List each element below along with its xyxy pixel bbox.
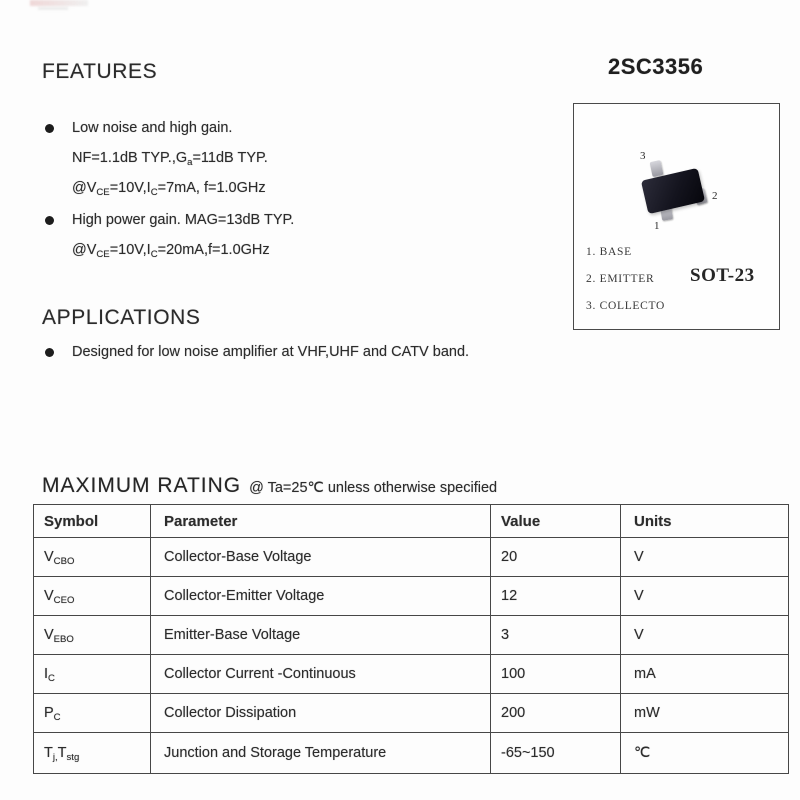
value-cell: 20 bbox=[491, 538, 621, 577]
bullet-icon bbox=[45, 124, 54, 133]
feature-text: Low noise and high gain. bbox=[72, 120, 233, 136]
bullet-icon bbox=[45, 348, 54, 357]
applications-heading: APPLICATIONS bbox=[42, 306, 201, 329]
feature-bullet-1 bbox=[45, 120, 232, 136]
parameter-cell: Collector-Base Voltage bbox=[151, 538, 491, 577]
feature-text: High power gain. MAG=13dB TYP. bbox=[72, 212, 295, 228]
parameter-cell: Collector-Emitter Voltage bbox=[151, 577, 491, 616]
table-header-row bbox=[34, 505, 789, 538]
symbol-cell: $V_{CEO}$ bbox=[34, 577, 151, 616]
units-cell: V bbox=[621, 577, 789, 616]
transistor-body-photo bbox=[641, 168, 705, 214]
maximum-rating-table bbox=[33, 504, 789, 774]
cropped-logo-smudge-2 bbox=[38, 7, 68, 10]
table-row bbox=[34, 694, 789, 733]
pin-label-base: 1. BASE bbox=[586, 246, 632, 258]
symbol-cell: $I_C$ bbox=[34, 655, 151, 694]
cropped-logo-smudge bbox=[30, 0, 88, 6]
units-cell: mW bbox=[621, 694, 789, 733]
pin-marker-2: 2 bbox=[712, 190, 718, 202]
table-row bbox=[34, 655, 789, 694]
parameter-cell: Collector Current -Continuous bbox=[151, 655, 491, 694]
header-parameter: Parameter bbox=[151, 505, 491, 538]
header-value: Value bbox=[491, 505, 621, 538]
pin-marker-1: 1 bbox=[654, 220, 660, 232]
features-heading: FEATURES bbox=[42, 60, 158, 83]
value-cell: 200 bbox=[491, 694, 621, 733]
symbol-cell: $V_{CBO}$ bbox=[34, 538, 151, 577]
pin-name-list bbox=[586, 246, 665, 327]
units-cell: ℃ bbox=[621, 733, 789, 774]
package-diagram-box bbox=[573, 103, 780, 330]
symbol-cell: $P_C$ bbox=[34, 694, 151, 733]
parameter-cell: Collector Dissipation bbox=[151, 694, 491, 733]
value-cell: 12 bbox=[491, 577, 621, 616]
feature-bullet-2 bbox=[45, 212, 294, 228]
header-units: Units bbox=[621, 505, 789, 538]
maximum-rating-title: MAXIMUM RATING bbox=[42, 474, 242, 497]
parameter-cell: Emitter-Base Voltage bbox=[151, 616, 491, 655]
maximum-rating-heading bbox=[42, 474, 497, 498]
part-number-title: 2SC3356 bbox=[608, 54, 704, 79]
units-cell: V bbox=[621, 538, 789, 577]
units-cell: V bbox=[621, 616, 789, 655]
table-row bbox=[34, 733, 789, 774]
value-cell: -65~150 bbox=[491, 733, 621, 774]
feature-spec-line: NF=1.1dB $TYP.,G_a=11dB$ TYP. bbox=[72, 150, 268, 168]
pin-label-collector: 3. COLLECTO bbox=[586, 300, 666, 312]
symbol-cell: $V_{EBO}$ bbox=[34, 616, 151, 655]
transistor-lead-3 bbox=[650, 160, 664, 177]
application-text: Designed for low noise amplifier at VHF,UHF and CATV band. bbox=[72, 344, 470, 360]
feature-condition-line: $@V_{CE}=10V,I_C=20mA,f=1.0GHz$ bbox=[72, 242, 270, 260]
table-row bbox=[34, 577, 789, 616]
bullet-icon bbox=[45, 216, 54, 225]
value-cell: 100 bbox=[491, 655, 621, 694]
symbol-cell: $T_{j,}T_{stg}$ bbox=[34, 733, 151, 774]
parameter-cell: Junction and Storage Temperature bbox=[151, 733, 491, 774]
header-symbol: Symbol bbox=[34, 505, 151, 538]
feature-condition-line: $@V_{CE}=10V,I_C=7mA$, f=1.0GHz bbox=[72, 180, 266, 198]
units-cell: mA bbox=[621, 655, 789, 694]
pin-label-emitter: 2. EMITTER bbox=[586, 273, 655, 285]
application-bullet bbox=[45, 344, 469, 360]
maximum-rating-condition: @ Ta=25℃ unless otherwise specified bbox=[249, 480, 498, 496]
pin-marker-3: 3 bbox=[640, 150, 646, 162]
value-cell: 3 bbox=[491, 616, 621, 655]
table-row bbox=[34, 538, 789, 577]
table-row bbox=[34, 616, 789, 655]
package-name-label: SOT-23 bbox=[690, 265, 755, 286]
